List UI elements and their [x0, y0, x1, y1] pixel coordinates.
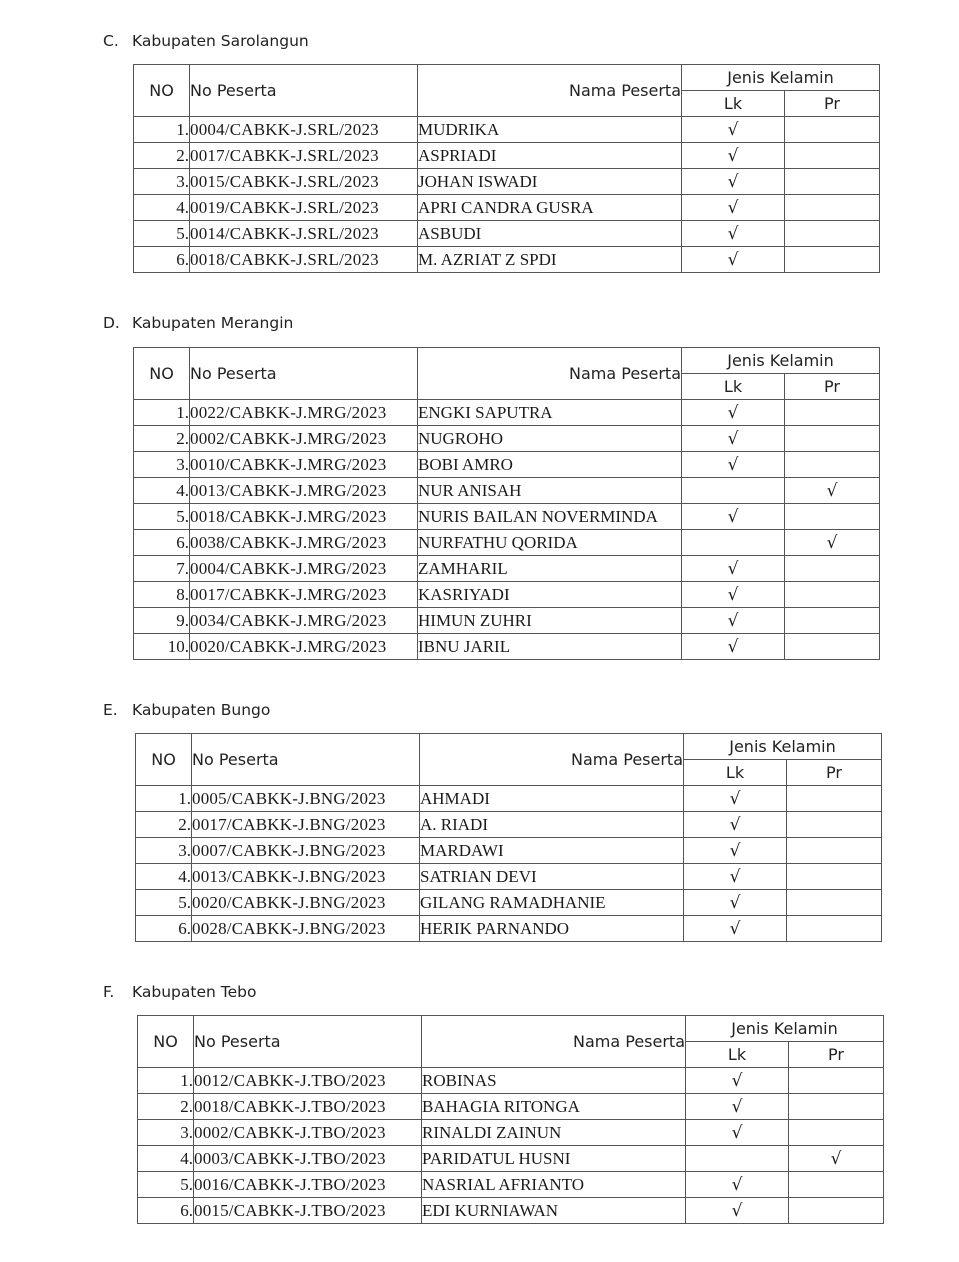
row-number: 10. [134, 634, 190, 660]
check-mark-icon: √ [729, 892, 741, 913]
participant-number: 0018/CABKK-J.TBO/2023 [194, 1094, 422, 1120]
row-number: 3. [138, 1120, 194, 1146]
header-jenis-kelamin: Jenis Kelamin [686, 1016, 884, 1042]
row-number: 5. [138, 1172, 194, 1198]
participant-number: 0013/CABKK-J.MRG/2023 [190, 478, 418, 504]
participant-number: 0017/CABKK-J.MRG/2023 [190, 582, 418, 608]
gender-pr-cell [785, 195, 880, 221]
participant-number: 0014/CABKK-J.SRL/2023 [190, 221, 418, 247]
participant-name: NUR ANISAH [418, 478, 682, 504]
gender-lk-cell [686, 1120, 789, 1146]
gender-pr-cell [785, 582, 880, 608]
check-mark-icon: √ [729, 866, 741, 887]
gender-lk-cell [686, 1068, 789, 1094]
participant-table [133, 64, 880, 273]
table-row [134, 556, 880, 582]
table-row [134, 608, 880, 634]
participant-number: 0034/CABKK-J.MRG/2023 [190, 608, 418, 634]
participant-name: NURFATHU QORIDA [418, 530, 682, 556]
check-mark-icon: √ [826, 480, 838, 501]
participant-number: 0004/CABKK-J.SRL/2023 [190, 117, 418, 143]
check-mark-icon: √ [727, 402, 739, 423]
header-lk: Lk [686, 1042, 789, 1068]
table-row [134, 504, 880, 530]
check-mark-icon: √ [731, 1200, 743, 1221]
header-pr: Pr [787, 760, 882, 786]
gender-lk-cell [684, 864, 787, 890]
table-row [138, 1172, 884, 1198]
check-mark-icon: √ [727, 223, 739, 244]
gender-pr-cell [785, 478, 880, 504]
gender-lk-cell [682, 608, 785, 634]
participant-number: 0020/CABKK-J.BNG/2023 [192, 890, 420, 916]
table-row [134, 582, 880, 608]
gender-lk-cell [684, 786, 787, 812]
gender-lk-cell [684, 890, 787, 916]
row-number: 3. [134, 452, 190, 478]
row-number: 1. [136, 786, 192, 812]
section-name: Kabupaten Bungo [132, 701, 271, 719]
participant-number: 0020/CABKK-J.MRG/2023 [190, 634, 418, 660]
row-number: 3. [136, 838, 192, 864]
participant-name: M. AZRIAT Z SPDI [418, 247, 682, 273]
participant-name: IBNU JARIL [418, 634, 682, 660]
header-pr: Pr [785, 91, 880, 117]
participant-name: ENGKI SAPUTRA [418, 400, 682, 426]
gender-lk-cell [684, 916, 787, 942]
gender-lk-cell [682, 247, 785, 273]
gender-lk-cell [684, 812, 787, 838]
gender-lk-cell [682, 117, 785, 143]
row-number: 6. [136, 916, 192, 942]
participant-table [137, 1015, 884, 1224]
participant-number: 0004/CABKK-J.MRG/2023 [190, 556, 418, 582]
gender-pr-cell [789, 1198, 884, 1224]
row-number: 3. [134, 169, 190, 195]
header-nama-peserta: Nama Peserta [422, 1016, 686, 1068]
check-mark-icon: √ [729, 918, 741, 939]
participant-number: 0019/CABKK-J.SRL/2023 [190, 195, 418, 221]
row-number: 6. [134, 530, 190, 556]
section-letter: F. [103, 983, 115, 1001]
gender-pr-cell [785, 143, 880, 169]
participant-number: 0016/CABKK-J.TBO/2023 [194, 1172, 422, 1198]
check-mark-icon: √ [729, 814, 741, 835]
gender-lk-cell [686, 1146, 789, 1172]
gender-lk-cell [682, 221, 785, 247]
check-mark-icon: √ [727, 428, 739, 449]
gender-pr-cell [789, 1172, 884, 1198]
header-no: NO [136, 734, 192, 786]
table-row [136, 786, 882, 812]
section-letter: D. [103, 314, 120, 332]
gender-pr-cell [785, 400, 880, 426]
header-no-peserta: No Peserta [192, 734, 420, 786]
participant-number: 0002/CABKK-J.TBO/2023 [194, 1120, 422, 1146]
participant-name: EDI KURNIAWAN [422, 1198, 686, 1224]
participant-number: 0013/CABKK-J.BNG/2023 [192, 864, 420, 890]
gender-pr-cell [785, 608, 880, 634]
row-number: 2. [136, 812, 192, 838]
table-row [134, 530, 880, 556]
participant-name: HIMUN ZUHRI [418, 608, 682, 634]
section-title [103, 32, 309, 50]
gender-lk-cell [684, 838, 787, 864]
header-lk: Lk [682, 91, 785, 117]
row-number: 7. [134, 556, 190, 582]
participant-name: GILANG RAMADHANIE [420, 890, 684, 916]
participant-number: 0015/CABKK-J.TBO/2023 [194, 1198, 422, 1224]
gender-pr-cell [785, 247, 880, 273]
table-row [136, 890, 882, 916]
participant-number: 0018/CABKK-J.MRG/2023 [190, 504, 418, 530]
check-mark-icon: √ [727, 636, 739, 657]
participant-name: HERIK PARNANDO [420, 916, 684, 942]
row-number: 2. [134, 143, 190, 169]
table-row [138, 1146, 884, 1172]
header-no-peserta: No Peserta [190, 65, 418, 117]
table-row [134, 478, 880, 504]
participant-table [135, 733, 882, 942]
gender-lk-cell [686, 1094, 789, 1120]
participant-number: 0005/CABKK-J.BNG/2023 [192, 786, 420, 812]
header-nama-peserta: Nama Peserta [418, 65, 682, 117]
participant-number: 0010/CABKK-J.MRG/2023 [190, 452, 418, 478]
participant-name: SATRIAN DEVI [420, 864, 684, 890]
gender-pr-cell [785, 452, 880, 478]
table-row [134, 143, 880, 169]
participant-name: BAHAGIA RITONGA [422, 1094, 686, 1120]
check-mark-icon: √ [830, 1148, 842, 1169]
check-mark-icon: √ [826, 532, 838, 553]
gender-pr-cell [787, 916, 882, 942]
row-number: 5. [136, 890, 192, 916]
header-jenis-kelamin: Jenis Kelamin [684, 734, 882, 760]
participant-name: KASRIYADI [418, 582, 682, 608]
table-row [134, 452, 880, 478]
header-no: NO [134, 65, 190, 117]
participant-name: ZAMHARIL [418, 556, 682, 582]
gender-pr-cell [789, 1146, 884, 1172]
row-number: 4. [136, 864, 192, 890]
row-number: 1. [134, 400, 190, 426]
participant-name: ASBUDI [418, 221, 682, 247]
table-row [138, 1094, 884, 1120]
gender-lk-cell [682, 195, 785, 221]
header-pr: Pr [785, 374, 880, 400]
participant-name: NUGROHO [418, 426, 682, 452]
participant-number: 0003/CABKK-J.TBO/2023 [194, 1146, 422, 1172]
check-mark-icon: √ [731, 1070, 743, 1091]
row-number: 5. [134, 221, 190, 247]
header-no: NO [138, 1016, 194, 1068]
table-row [136, 812, 882, 838]
gender-lk-cell [682, 452, 785, 478]
gender-lk-cell [682, 478, 785, 504]
gender-lk-cell [682, 556, 785, 582]
check-mark-icon: √ [727, 454, 739, 475]
row-number: 5. [134, 504, 190, 530]
check-mark-icon: √ [729, 840, 741, 861]
gender-pr-cell [787, 786, 882, 812]
table-row [134, 634, 880, 660]
table-row [134, 247, 880, 273]
row-number: 4. [134, 478, 190, 504]
gender-pr-cell [785, 221, 880, 247]
gender-pr-cell [785, 634, 880, 660]
participant-number: 0022/CABKK-J.MRG/2023 [190, 400, 418, 426]
table-row [138, 1068, 884, 1094]
gender-pr-cell [785, 169, 880, 195]
gender-lk-cell [682, 634, 785, 660]
header-jenis-kelamin: Jenis Kelamin [682, 65, 880, 91]
participant-name: MARDAWI [420, 838, 684, 864]
gender-pr-cell [785, 117, 880, 143]
check-mark-icon: √ [731, 1096, 743, 1117]
table-row [136, 864, 882, 890]
gender-pr-cell [789, 1068, 884, 1094]
gender-pr-cell [787, 838, 882, 864]
header-pr: Pr [789, 1042, 884, 1068]
participant-name: RINALDI ZAINUN [422, 1120, 686, 1146]
gender-lk-cell [686, 1172, 789, 1198]
row-number: 4. [134, 195, 190, 221]
gender-lk-cell [682, 582, 785, 608]
row-number: 6. [138, 1198, 194, 1224]
participant-number: 0017/CABKK-J.SRL/2023 [190, 143, 418, 169]
row-number: 2. [134, 426, 190, 452]
check-mark-icon: √ [727, 558, 739, 579]
check-mark-icon: √ [729, 788, 741, 809]
header-no-peserta: No Peserta [190, 348, 418, 400]
participant-table [133, 347, 880, 660]
check-mark-icon: √ [727, 506, 739, 527]
participant-name: PARIDATUL HUSNI [422, 1146, 686, 1172]
table-row [134, 117, 880, 143]
row-number: 4. [138, 1146, 194, 1172]
gender-pr-cell [787, 864, 882, 890]
row-number: 8. [134, 582, 190, 608]
table-row [138, 1120, 884, 1146]
check-mark-icon: √ [727, 610, 739, 631]
check-mark-icon: √ [727, 584, 739, 605]
gender-pr-cell [787, 812, 882, 838]
table-row [136, 838, 882, 864]
participant-name: AHMADI [420, 786, 684, 812]
table-row [136, 916, 882, 942]
section-letter: E. [103, 701, 118, 719]
header-nama-peserta: Nama Peserta [420, 734, 684, 786]
gender-lk-cell [686, 1198, 789, 1224]
participant-name: NURIS BAILAN NOVERMINDA [418, 504, 682, 530]
check-mark-icon: √ [727, 249, 739, 270]
check-mark-icon: √ [731, 1122, 743, 1143]
participant-number: 0028/CABKK-J.BNG/2023 [192, 916, 420, 942]
check-mark-icon: √ [727, 197, 739, 218]
table-row [134, 221, 880, 247]
participant-number: 0017/CABKK-J.BNG/2023 [192, 812, 420, 838]
check-mark-icon: √ [727, 119, 739, 140]
table-row [134, 400, 880, 426]
gender-lk-cell [682, 530, 785, 556]
header-no: NO [134, 348, 190, 400]
header-jenis-kelamin: Jenis Kelamin [682, 348, 880, 374]
header-lk: Lk [682, 374, 785, 400]
gender-pr-cell [789, 1120, 884, 1146]
row-number: 9. [134, 608, 190, 634]
gender-lk-cell [682, 143, 785, 169]
table-row [134, 426, 880, 452]
section-letter: C. [103, 32, 119, 50]
participant-name: A. RIADI [420, 812, 684, 838]
gender-pr-cell [789, 1094, 884, 1120]
gender-pr-cell [785, 530, 880, 556]
header-no-peserta: No Peserta [194, 1016, 422, 1068]
table-row [134, 195, 880, 221]
participant-name: NASRIAL AFRIANTO [422, 1172, 686, 1198]
participant-number: 0007/CABKK-J.BNG/2023 [192, 838, 420, 864]
participant-name: APRI CANDRA GUSRA [418, 195, 682, 221]
section-name: Kabupaten Sarolangun [132, 32, 309, 50]
row-number: 1. [134, 117, 190, 143]
gender-pr-cell [785, 426, 880, 452]
participant-name: ROBINAS [422, 1068, 686, 1094]
check-mark-icon: √ [727, 171, 739, 192]
participant-number: 0038/CABKK-J.MRG/2023 [190, 530, 418, 556]
participant-number: 0015/CABKK-J.SRL/2023 [190, 169, 418, 195]
participant-name: BOBI AMRO [418, 452, 682, 478]
section-name: Kabupaten Tebo [132, 983, 257, 1001]
section-title [103, 701, 270, 719]
section-title [103, 314, 293, 332]
table-row [138, 1198, 884, 1224]
row-number: 6. [134, 247, 190, 273]
row-number: 1. [138, 1068, 194, 1094]
check-mark-icon: √ [727, 145, 739, 166]
participant-name: JOHAN ISWADI [418, 169, 682, 195]
section-name: Kabupaten Merangin [132, 314, 294, 332]
section-title [103, 983, 256, 1001]
check-mark-icon: √ [731, 1174, 743, 1195]
table-row [134, 169, 880, 195]
gender-lk-cell [682, 400, 785, 426]
participant-number: 0012/CABKK-J.TBO/2023 [194, 1068, 422, 1094]
gender-pr-cell [785, 504, 880, 530]
gender-pr-cell [787, 890, 882, 916]
row-number: 2. [138, 1094, 194, 1120]
gender-pr-cell [785, 556, 880, 582]
participant-number: 0002/CABKK-J.MRG/2023 [190, 426, 418, 452]
participant-name: ASPRIADI [418, 143, 682, 169]
participant-number: 0018/CABKK-J.SRL/2023 [190, 247, 418, 273]
gender-lk-cell [682, 169, 785, 195]
gender-lk-cell [682, 426, 785, 452]
header-nama-peserta: Nama Peserta [418, 348, 682, 400]
gender-lk-cell [682, 504, 785, 530]
header-lk: Lk [684, 760, 787, 786]
participant-name: MUDRIKA [418, 117, 682, 143]
